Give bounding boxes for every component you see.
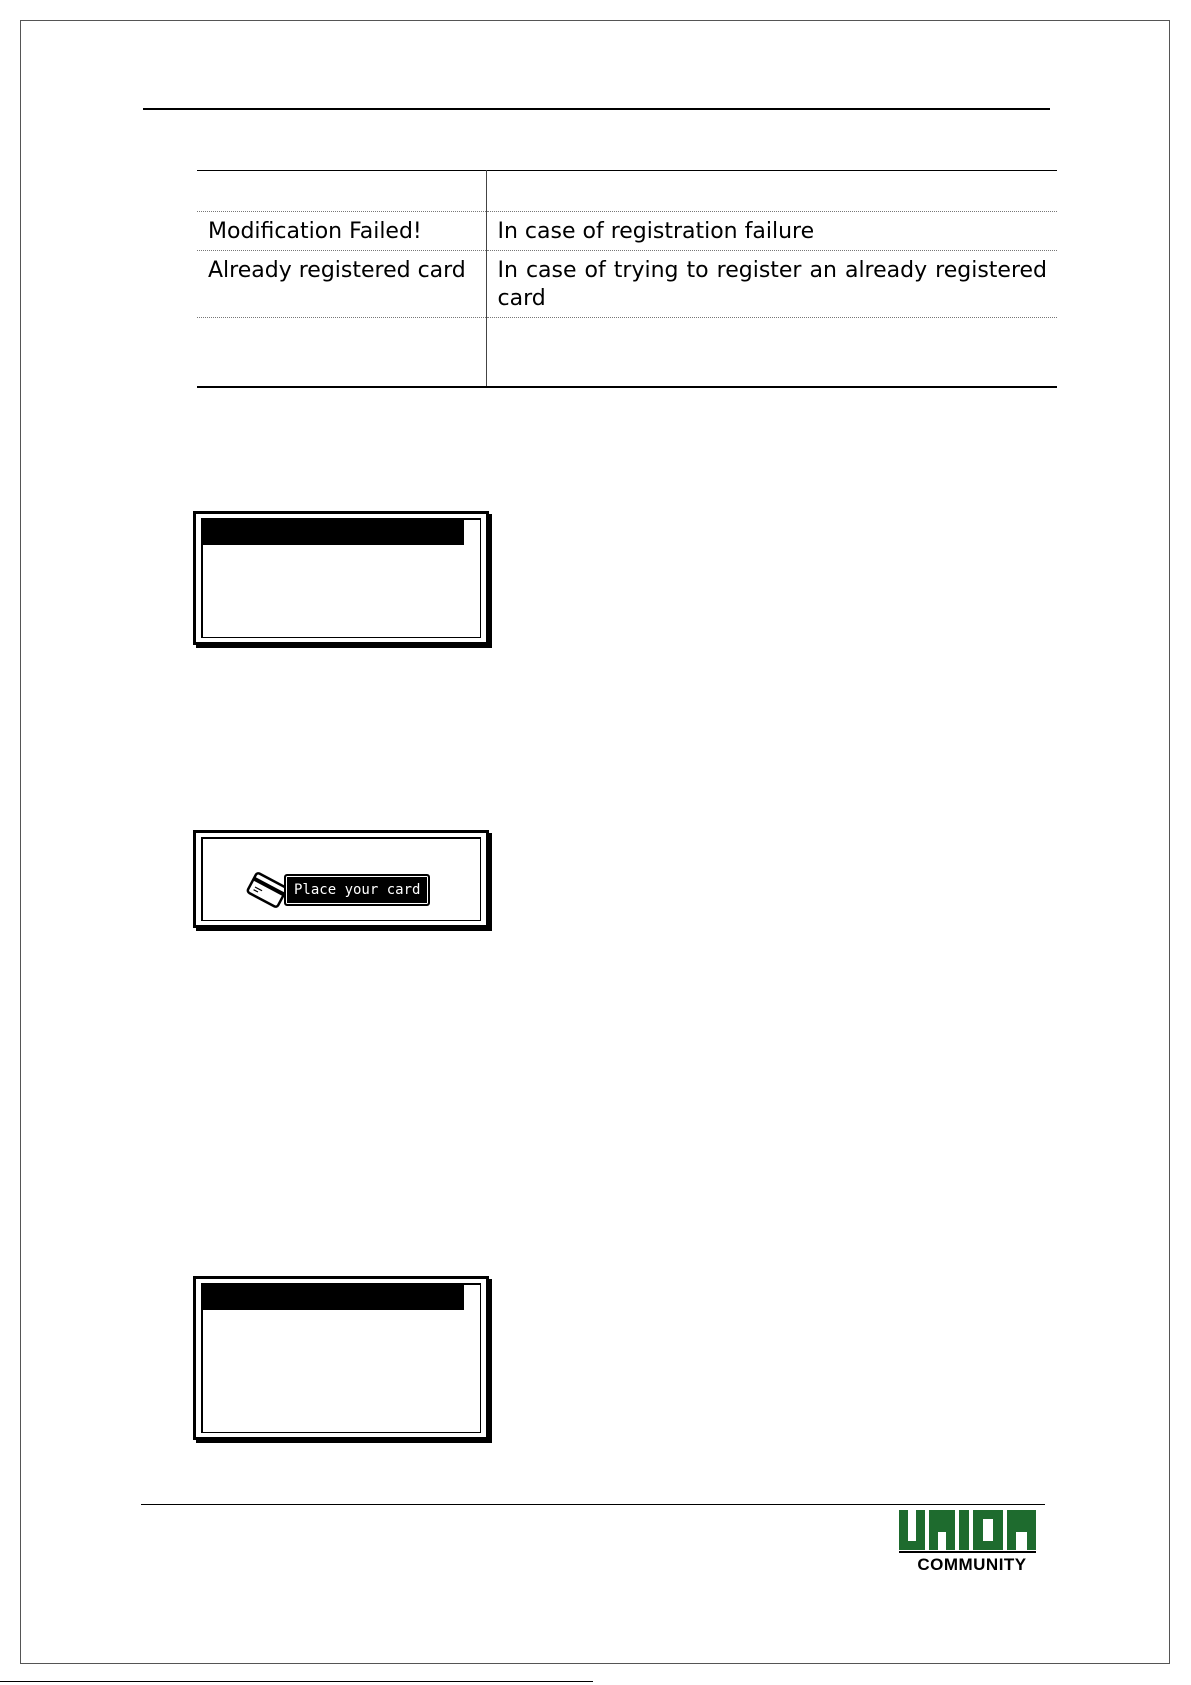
description-cell: In case of trying to register an already registered card	[486, 251, 1057, 318]
message-cell	[197, 171, 486, 212]
description-cell: In case of registration failure	[486, 212, 1057, 251]
table-row	[197, 171, 1057, 212]
table-row	[197, 318, 1057, 388]
union-community-logo	[899, 1510, 1045, 1576]
bottom-rule	[0, 1681, 593, 1682]
lcd-screen-menu	[193, 511, 489, 645]
message-cell	[197, 318, 486, 388]
header-rule	[143, 108, 1050, 110]
table-row	[197, 212, 1057, 251]
lcd-title-bar	[202, 1284, 464, 1310]
description-cell	[486, 318, 1057, 388]
message-cell: Already registered card	[197, 251, 486, 318]
footer-rule	[141, 1504, 1045, 1505]
message-cell: Modification Failed!	[197, 212, 486, 251]
description-cell	[486, 171, 1057, 212]
lcd-screen-result	[193, 1276, 489, 1440]
card-icon	[246, 870, 288, 910]
card-prompt-label: Place your card	[284, 874, 430, 906]
lcd-screen-card-prompt	[193, 830, 489, 928]
union-logo-mark	[899, 1510, 1045, 1554]
card-prompt	[246, 871, 430, 909]
logo-wordmark: COMMUNITY	[917, 1555, 1027, 1574]
lcd-title-bar	[202, 519, 464, 545]
table-row	[197, 251, 1057, 318]
message-table	[197, 170, 1057, 388]
